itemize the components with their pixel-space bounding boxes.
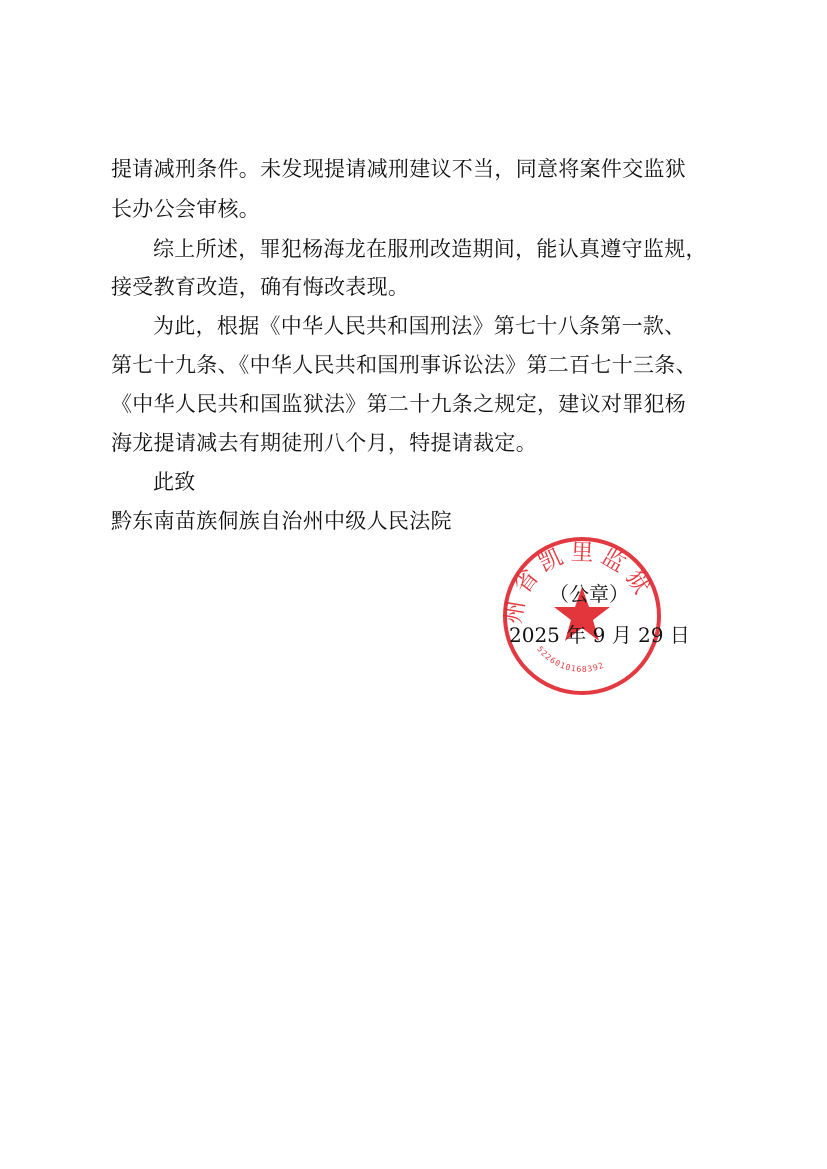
official-seal bbox=[501, 535, 663, 697]
recipient: 黔东南苗族侗族自治州中级人民法院 bbox=[111, 509, 452, 533]
seal-serial: 5226010168392 bbox=[535, 644, 606, 674]
body-line-8: 海龙提请减去有期徒刑八个月，特提请裁定。 bbox=[111, 431, 537, 455]
seal-text: 州省凯里监狱 bbox=[501, 539, 658, 626]
document-date: 2025 年 9 月 29 日 bbox=[509, 623, 690, 647]
body-line-5: 为此，根据《中华人民共和国刑法》第七十八条第一款、 bbox=[153, 314, 686, 338]
body-line-6: 第七十九条、《中华人民共和国刑事诉讼法》第二百七十三条、 bbox=[111, 353, 697, 377]
body-line-7: 《中华人民共和国监狱法》第二十九条之规定，建议对罪犯杨 bbox=[111, 392, 687, 416]
body-line-4: 接受教育改造，确有悔改表现。 bbox=[111, 275, 410, 299]
body-line-3: 综上所述，罪犯杨海龙在服刑改造期间，能认真遵守监规， bbox=[153, 237, 707, 261]
body-line-1: 提请减刑条件。未发现提请减刑建议不当，同意将案件交监狱 bbox=[111, 157, 687, 181]
body-line-2: 长办公会审核。 bbox=[111, 197, 261, 221]
salutation: 此致 bbox=[153, 470, 196, 494]
seal-label: （公章） bbox=[549, 582, 629, 606]
